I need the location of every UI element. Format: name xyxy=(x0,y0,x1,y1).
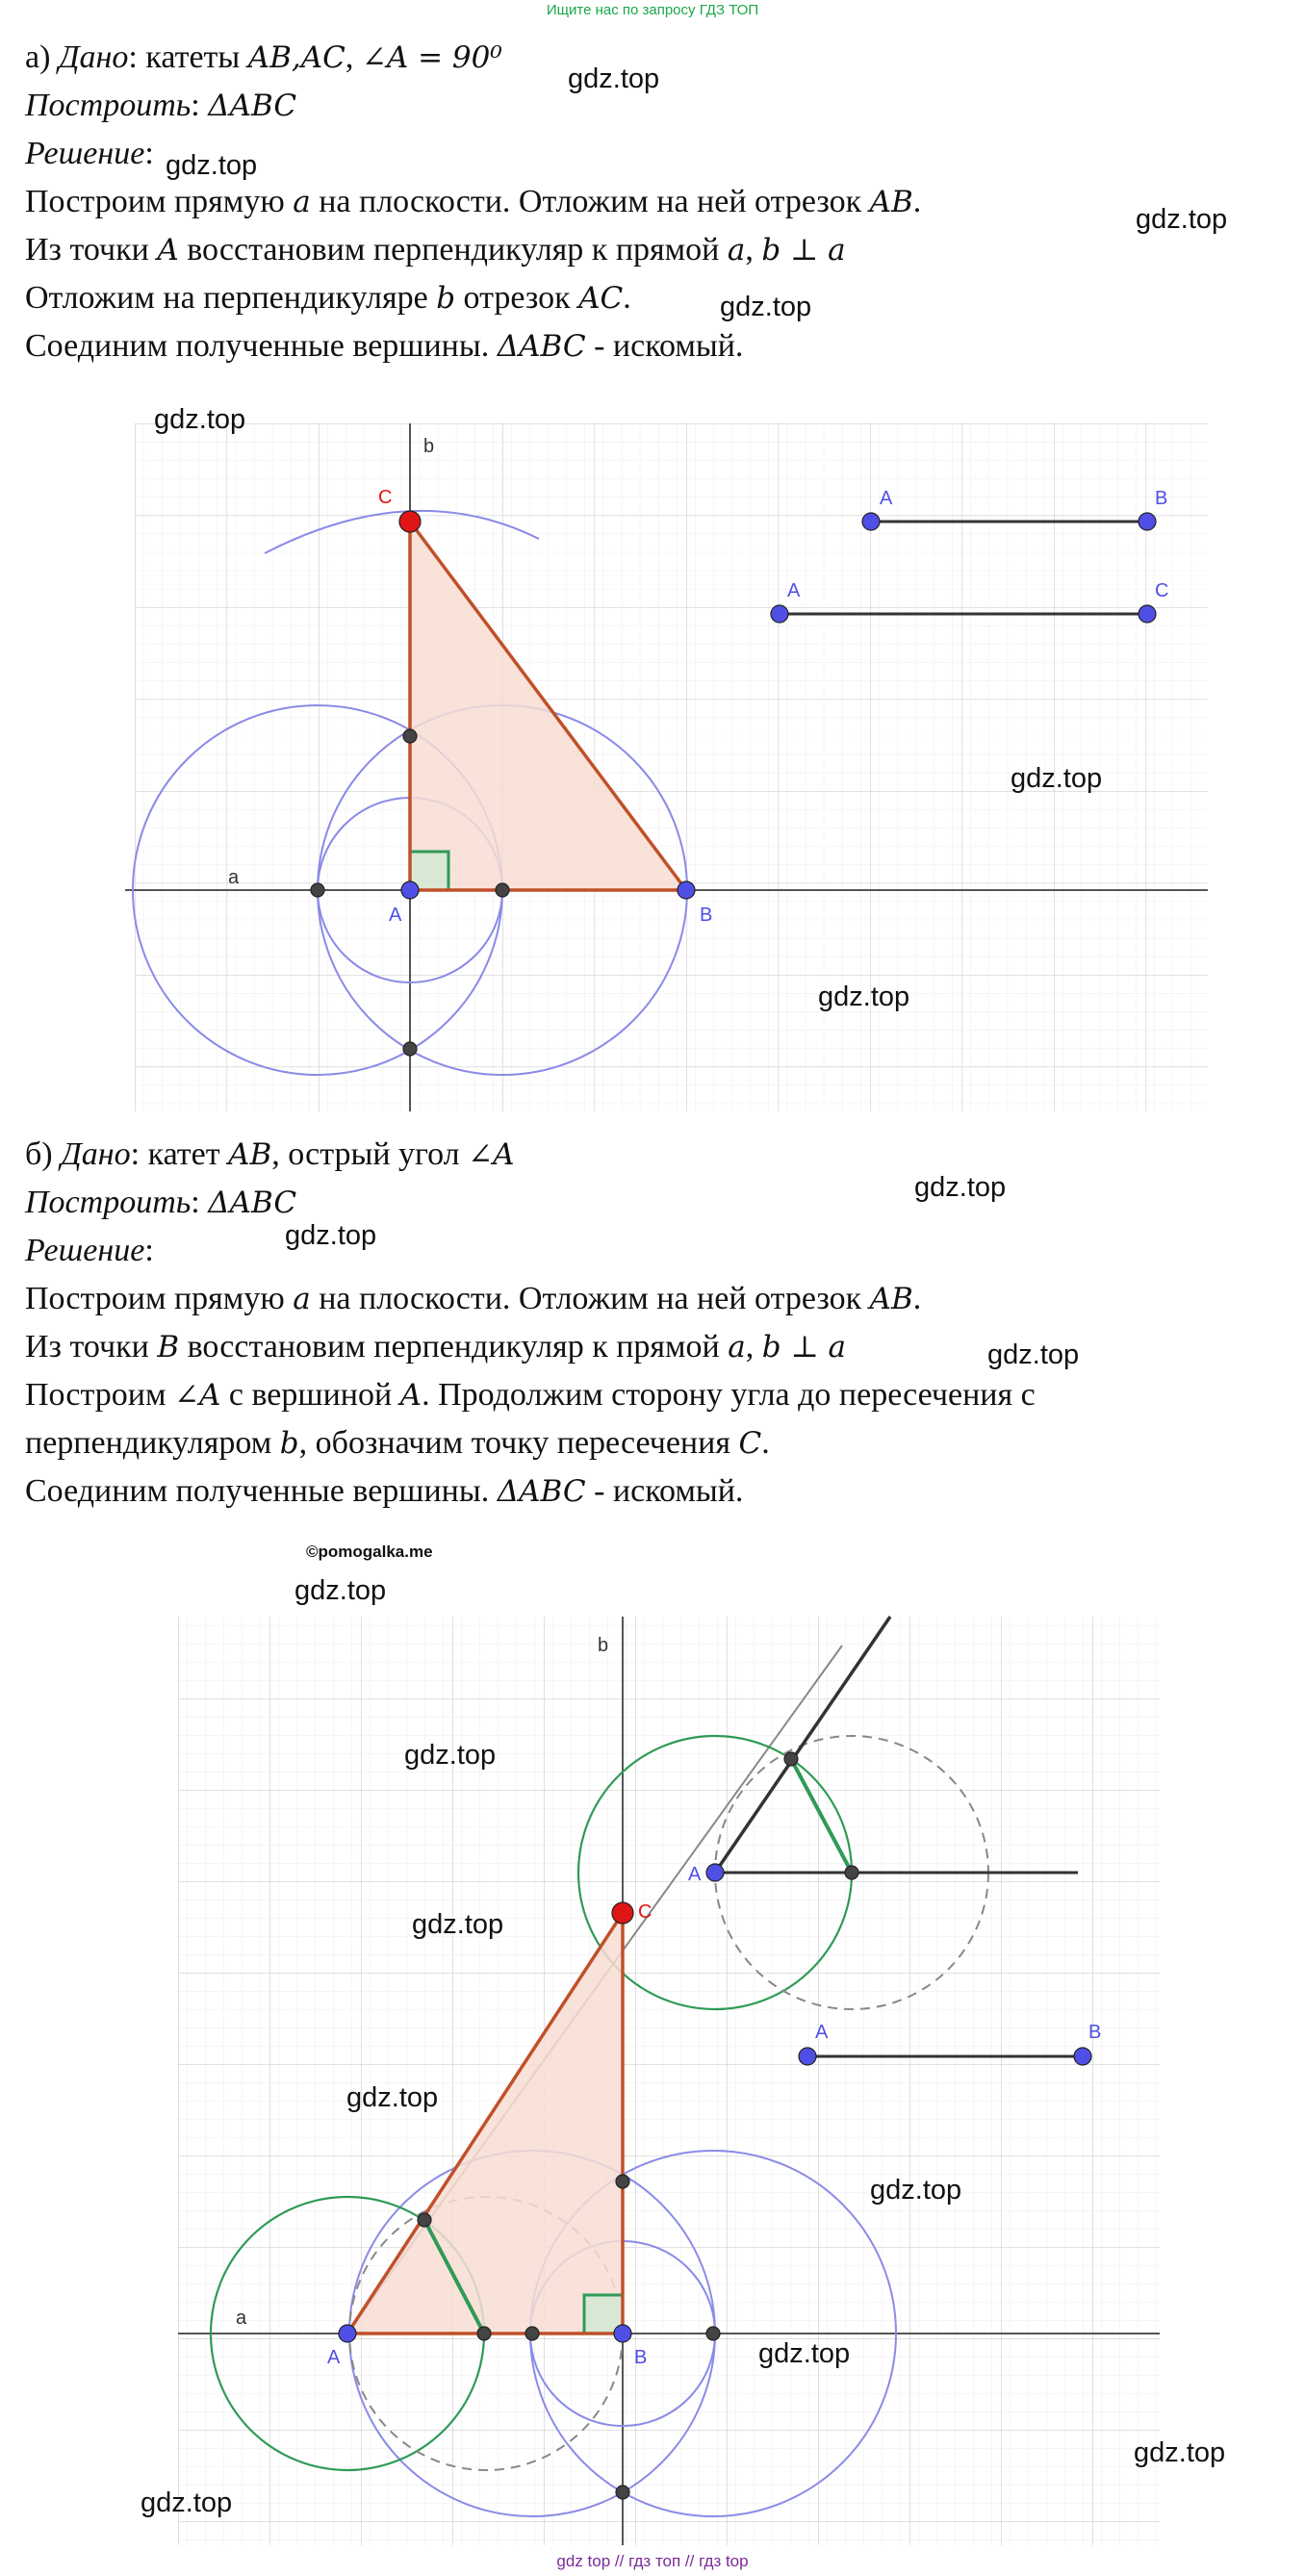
label-given-a: A xyxy=(815,2022,829,2043)
watermark: gdz.top xyxy=(1011,763,1103,794)
label-given-b1: B xyxy=(1155,488,1168,509)
label-b: B xyxy=(634,2347,648,2368)
watermark: gdz.top xyxy=(987,1339,1080,1370)
part-a-construct: Построить: ΔABC xyxy=(25,88,297,123)
point-aux xyxy=(418,2213,431,2227)
label-line-a: a xyxy=(236,2308,247,2329)
label-given-a2: A xyxy=(787,580,801,601)
part-b-construct: Построить: ΔABC xyxy=(25,1185,297,1220)
label-line-b: b xyxy=(598,1635,609,1656)
watermark: gdz.top xyxy=(294,1575,387,1606)
point-given-angle-a xyxy=(706,1864,724,1881)
part-a-given: а) Дано: катеты AB,AC, ∠A = 90⁰ xyxy=(25,39,502,75)
point-a xyxy=(401,881,419,899)
point-aux xyxy=(784,1752,798,1766)
watermark: gdz.top xyxy=(346,2082,439,2113)
watermark: gdz.top xyxy=(154,404,246,435)
part-a-step-1: Построим прямую a на плоскости. Отложим на ней отрезок AB. xyxy=(25,184,922,219)
watermark: gdz.top xyxy=(1136,204,1228,235)
part-b-given: б) Дано: катет AB, острый угол ∠A xyxy=(25,1136,515,1172)
watermark: gdz.top xyxy=(412,1909,504,1940)
label-b: B xyxy=(700,905,713,926)
point-aux xyxy=(403,729,417,743)
point-aux xyxy=(706,2327,720,2340)
label-a: A xyxy=(327,2347,341,2368)
watermark: gdz.top xyxy=(720,292,812,322)
part-a-solution-label: Решение: xyxy=(25,136,154,171)
part-a-step-4: Соединим полученные вершины. ΔABC - искомый. xyxy=(25,328,744,364)
watermark: gdz.top xyxy=(141,2487,233,2518)
footer: gdz top // гдз топ // гдз top xyxy=(556,2552,749,2570)
point-aux xyxy=(616,2486,629,2499)
label-a: A xyxy=(389,905,402,926)
watermark: gdz.top xyxy=(758,2338,851,2369)
point-b xyxy=(614,2325,631,2342)
copyright: ©pomogalka.me xyxy=(306,1543,433,1561)
label-given-b: B xyxy=(1088,2022,1102,2043)
watermark: gdz.top xyxy=(1134,2437,1226,2468)
figure-b xyxy=(168,1607,1169,2550)
point-given-a2 xyxy=(771,605,788,623)
point-c xyxy=(612,1902,633,1924)
part-b-solution-label: Решение: xyxy=(25,1233,154,1268)
point-given-b1 xyxy=(1139,513,1156,530)
point-aux xyxy=(311,883,324,897)
part-a-step-3: Отложим на перпендикуляре b отрезок AC. xyxy=(25,280,631,316)
point-aux xyxy=(525,2327,539,2340)
point-given-b xyxy=(1074,2048,1091,2065)
part-b-step-5: Соединим полученные вершины. ΔABC - искомый. xyxy=(25,1473,744,1509)
top-note: Ищите нас по запросу ГДЗ ТОП xyxy=(546,2,759,18)
point-given-a xyxy=(799,2048,816,2065)
part-b-step-4: перпендикуляром b, обозначим точку пересечения C. xyxy=(25,1425,770,1461)
part-b-step-3: Построим ∠A с вершиной A. Продолжим сторону угла до пересечения с xyxy=(25,1377,1036,1413)
part-a-step-2: Из точки A восстановим перпендикуляр к прямой a, b ⊥ a xyxy=(25,232,846,268)
watermark: gdz.top xyxy=(285,1220,377,1251)
point-aux xyxy=(477,2327,491,2340)
point-given-a1 xyxy=(862,513,880,530)
point-c xyxy=(399,511,421,532)
watermark: gdz.top xyxy=(166,150,258,181)
label-line-a: a xyxy=(228,867,240,888)
part-b-step-1: Построим прямую a на плоскости. Отложим на ней отрезок AB. xyxy=(25,1281,922,1316)
label-given-angle-a: A xyxy=(688,1864,702,1885)
watermark: gdz.top xyxy=(568,64,660,94)
watermark: gdz.top xyxy=(818,982,910,1012)
point-aux xyxy=(403,1042,417,1056)
point-aux xyxy=(845,1866,858,1879)
part-b-step-2: Из точки B восстановим перпендикуляр к прямой a, b ⊥ a xyxy=(25,1329,846,1365)
label-c: C xyxy=(378,487,393,508)
point-aux xyxy=(496,883,509,897)
point-b xyxy=(678,881,695,899)
watermark: gdz.top xyxy=(404,1740,497,1771)
watermark: gdz.top xyxy=(870,2175,962,2206)
label-given-a1: A xyxy=(880,488,893,509)
watermark: gdz.top xyxy=(914,1172,1007,1203)
label-line-b: b xyxy=(423,436,435,457)
point-aux xyxy=(616,2175,629,2188)
label-given-c2: C xyxy=(1155,580,1169,601)
point-a xyxy=(339,2325,356,2342)
point-given-c2 xyxy=(1139,605,1156,623)
label-c: C xyxy=(638,1901,652,1923)
